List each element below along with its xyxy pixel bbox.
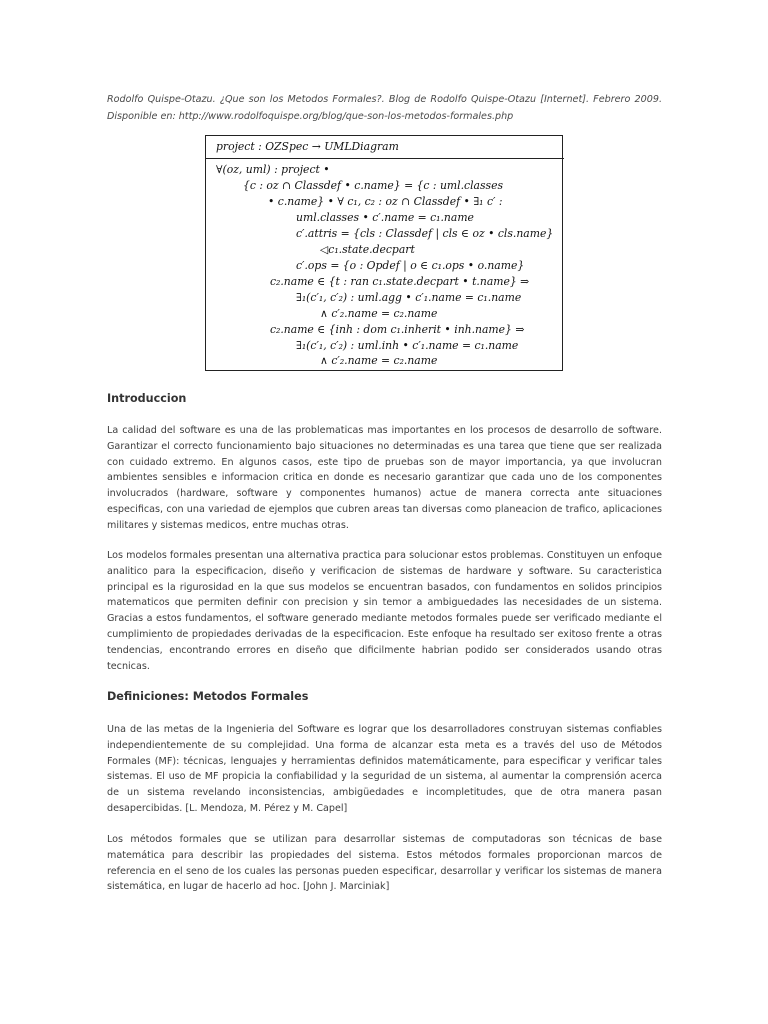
section-heading-definiciones: Definiciones: Metodos Formales bbox=[107, 690, 309, 703]
schema-line: • c.name} • ∀ c₁, c₂ : oz ∩ Classdef • ∃₁ c′ : bbox=[268, 195, 503, 208]
schema-line: ∧ c′₂.name = c₂.name bbox=[320, 354, 438, 367]
schema-line: ∃₁(c′₁, c′₂) : uml.inh • c′₁.name = c₁.name bbox=[296, 339, 519, 352]
schema-line: uml.classes • c′.name = c₁.name bbox=[296, 211, 474, 224]
schema-line: c′.ops = {o : Opdef | o ∈ c₁.ops • o.name} bbox=[296, 259, 525, 272]
schema-title: project : OZSpec → UMLDiagram bbox=[216, 140, 399, 153]
schema-line: c′.attris = {cls : Classdef | cls ∈ oz • cls.name} bbox=[296, 227, 554, 240]
citation: Rodolfo Quispe-Otazu. ¿Que son los Metodos Formales?. Blog de Rodolfo Quispe-Otazu [Internet]. Febrero 2009. Disponible en: http://www.rodolfoquispe.org/blog/que-son-los-metodos-formales.php bbox=[107, 94, 662, 122]
schema-line: ◁c₁.state.decpart bbox=[320, 243, 415, 256]
schema-line: {c : oz ∩ Classdef • c.name} = {c : uml.classes bbox=[243, 179, 504, 192]
schema-divider bbox=[206, 158, 564, 159]
schema-line: ∧ c′₂.name = c₂.name bbox=[320, 307, 438, 320]
schema-line: c₂.name ∈ {inh : dom c₁.inherit • inh.name} ⇒ bbox=[270, 323, 525, 336]
z-schema-figure bbox=[205, 135, 563, 371]
section-heading-introduccion: Introduccion bbox=[107, 392, 187, 405]
schema-line: c₂.name ∈ {t : ran c₁.state.decpart • t.name} ⇒ bbox=[270, 275, 530, 288]
schema-line: ∃₁(c′₁, c′₂) : uml.agg • c′₁.name = c₁.name bbox=[296, 291, 522, 304]
schema-line: ∀(oz, uml) : project • bbox=[216, 163, 330, 176]
paragraph: Los modelos formales presentan una alternativa practica para solucionar estos problemas. Constituyen un enfoque analitico para la especificacion, diseño y verificacion de sistemas de hardware y software. Su caracteristica principal es la rigurosidad en la que sus modelos se encuentran basados, con fundamentos en solidos principios matematicos que permiten definir con precision y sin temor a ambiguedades las necesidades de un sistema. Gracias a estos fundamentos, el software generado mediante metodos formales puede ser verificado mediante el cumplimiento de propiedades derivadas de la especificacion. Este enfoque ha resultado ser exitoso frente a otras tendencias, encontrando errores en diseño que dificilmente habrian podido ser considerados usando otras tecnicas. bbox=[107, 550, 662, 672]
paragraph: La calidad del software es una de las problematicas mas importantes en los procesos de desarrollo de software. Garantizar el correcto funcionamiento bajo situaciones no determinadas es una tarea que tiene que ser realizada con cuidado extremo. En algunos casos, este tipo de pruebas son de mayor importancia, ya que involucran ambientes sensibles e informacion critica en donde es necesario garantizar que cada uno de los componentes involucrados (hardware, software y componentes humanos) actue de manera correcta ante situaciones especificas, con una variedad de ejemplos que cubren areas tan diversas como planeacion de trafico, aplicaciones militares y sistemas medicos, entre muchas otras. bbox=[107, 425, 662, 531]
paragraph: Los métodos formales que se utilizan para desarrollar sistemas de computadoras son técnicas de base matemática para describir las propiedades del sistema. Estos métodos formales proporcionan marcos de referencia en el seno de los cuales las personas pueden especificar, desarrollar y verificar los sistemas de manera sistemática, en lugar de hacerlo ad hoc. [John J. Marciniak] bbox=[107, 834, 662, 893]
paragraph: Una de las metas de la Ingenieria del Software es lograr que los desarrolladores construyan sistemas confiables independientemente de su complejidad. Una forma de alcanzar esta meta es a través del uso de Métodos Formales (MF): técnicas, lenguajes y herramientas definidos matemáticamente, para especificar y verificar tales sistemas. El uso de MF propicia la confiabilidad y la seguridad de un sistema, al aumentar la comprensión acerca de un sistema revelando inconsistencias, ambigüedades e incompletitudes, que de otra manera pasan desapercibidas. [L. Mendoza, M. Pérez y M. Capel] bbox=[107, 724, 662, 814]
